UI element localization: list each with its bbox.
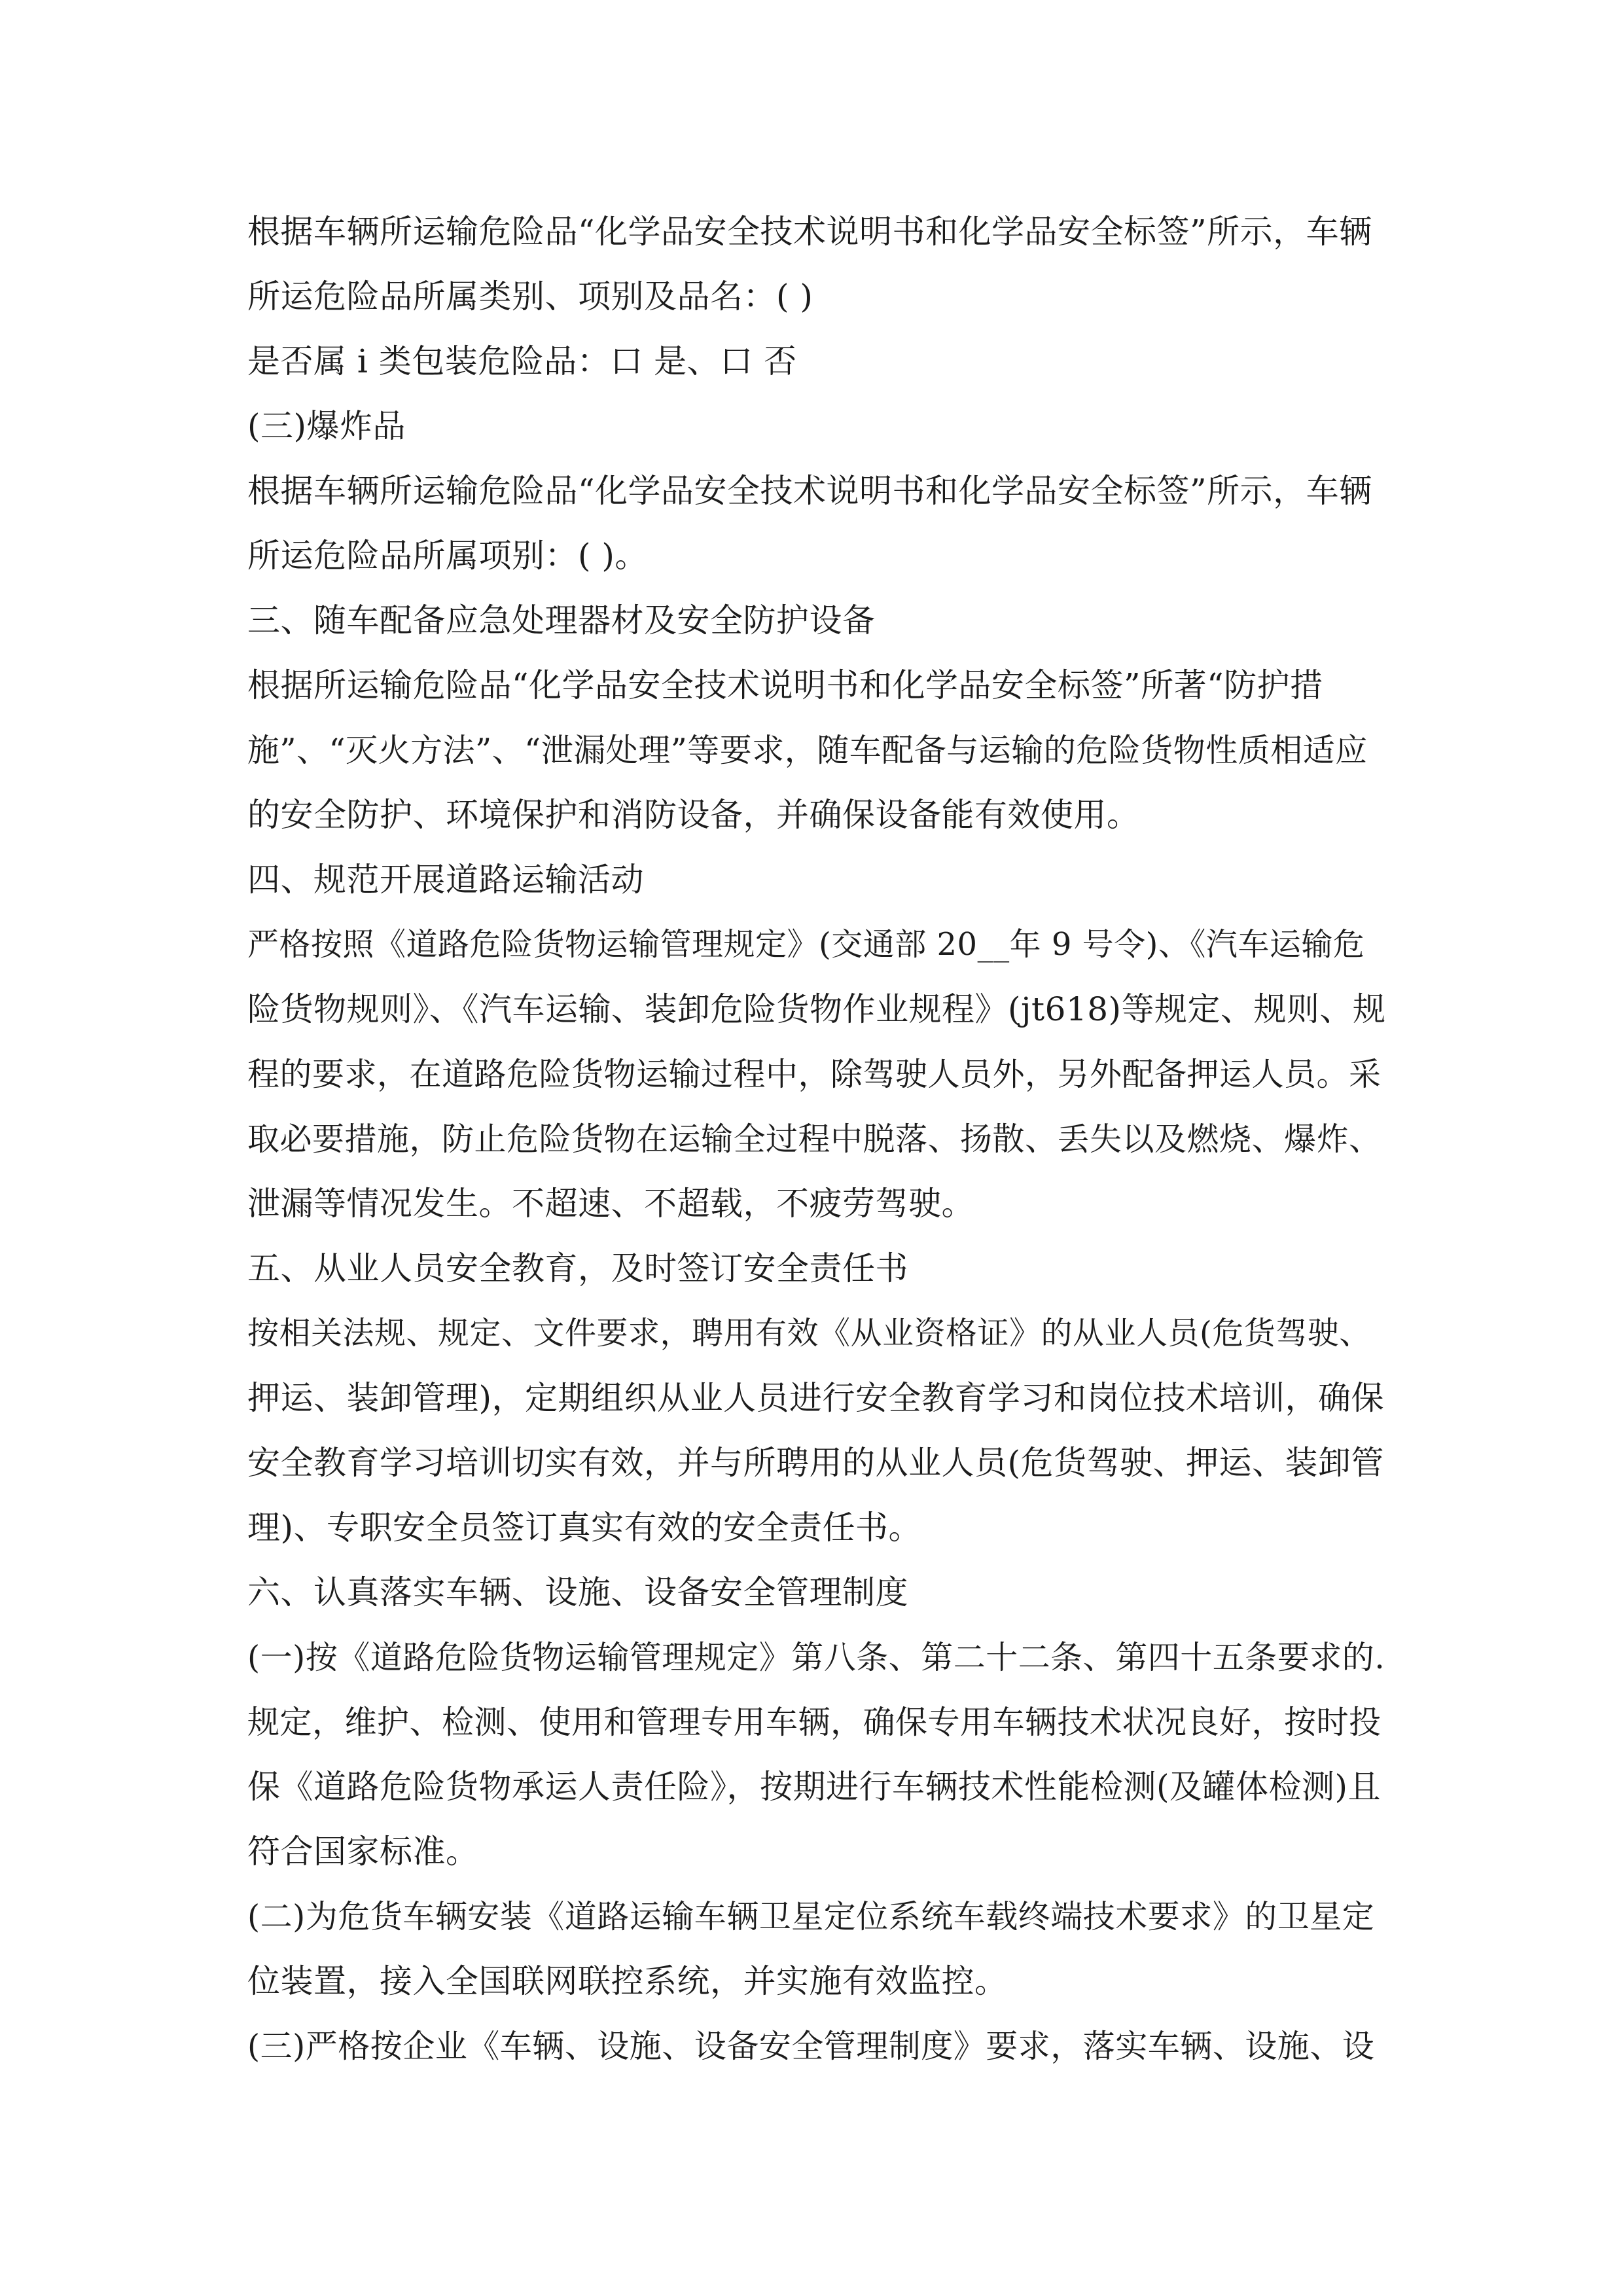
text-line: 根据所运输危险品“化学品安全技术说明书和化学品安全标签”所著“防护措 [247,666,1323,704]
text-line: 理)、专职安全员签订真实有效的安全责任书。 [247,1509,922,1547]
text-line: 泄漏等情况发生。不超速、不超载，不疲劳驾驶。 [247,1185,974,1223]
text-line: (一)按《道路危险货物运输管理规定》第八条、第二十二条、第四十五条要求的. [247,1639,1385,1676]
text-line: (二)为危货车辆安装《道路运输车辆卫星定位系统车载终端技术要求》的卫星定 [247,1898,1375,1935]
text-line: 位装置，接入全国联网联控系统，并实施有效监控。 [247,1962,1008,2000]
text-line: 按相关法规、规定、文件要求，聘用有效《从业资格证》的从业人员(危货驾驶、 [247,1315,1371,1352]
text-line: 严格按照《道路危险货物运输管理规定》(交通部 20__年 9 号令)、《汽车运输危 [247,926,1365,963]
text-line: 程的要求，在道路危险货物运输过程中，除驾驶人员外，另外配备押运人员。采 [247,1056,1382,1093]
section-heading: 四、规范开展道路运输活动 [247,861,644,899]
text-line: 是否属 i 类包装危险品：口 是、口 否 [247,342,797,380]
section-heading: 三、随车配备应急处理器材及安全防护设备 [247,601,876,639]
text-line: 根据车辆所运输危险品“化学品安全技术说明书和化学品安全标签”所示，车辆 [247,213,1372,251]
text-line: (三)严格按企业《车辆、设施、设备安全管理制度》要求，落实车辆、设施、设 [247,2028,1375,2065]
text-line: 所运危险品所属类别、项别及品名：( ) [247,278,813,315]
text-line: 施”、“灭火方法”、“泄漏处理”等要求，随车配备与运输的危险货物性质相适应 [247,732,1368,769]
text-line: 安全教育学习培训切实有效，并与所聘用的从业人员(危货驾驶、押运、装卸管 [247,1444,1385,1482]
section-heading: (三)爆炸品 [247,407,406,445]
text-line: 险货物规则》、《汽车运输、装卸危险货物作业规程》(jt618)等规定、规则、规 [247,990,1386,1028]
section-heading: 五、从业人员安全教育，及时签订安全责任书 [247,1249,908,1287]
text-line: 规定，维护、检测、使用和管理专用车辆，确保专用车辆技术状况良好，按时投 [247,1704,1382,1741]
text-line: 保《道路危险货物承运人责任险》，按期进行车辆技术性能检测(及罐体检测)且 [247,1768,1382,1806]
text-line: 押运、装卸管理)，定期组织从业人员进行安全教育学习和岗位技术培训，确保 [247,1379,1385,1417]
document-body [247,200,1386,2079]
section-heading: 六、认真落实车辆、设施、设备安全管理制度 [247,1573,908,1611]
text-line: 所运危险品所属项别：( )。 [247,537,648,575]
text-line: 的安全防护、环境保护和消防设备，并确保设备能有效使用。 [247,796,1140,834]
text-line: 根据车辆所运输危险品“化学品安全技术说明书和化学品安全标签”所示，车辆 [247,472,1372,510]
text-line: 取必要措施，防止危险货物在运输全过程中脱落、扬散、丢失以及燃烧、爆炸、 [247,1121,1382,1158]
text-line: 符合国家标准。 [247,1833,479,1871]
